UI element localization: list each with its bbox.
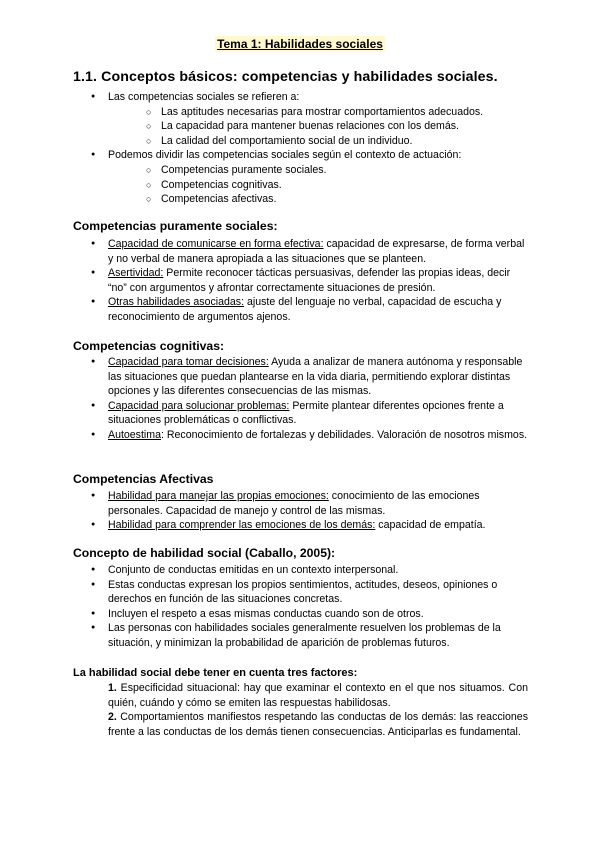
social-heading: Competencias puramente sociales: [73,219,278,233]
definition: : Reconocimiento de fortalezas y debilidades. Valoración de nosotros mismos. [161,428,528,441]
list-item [91,489,531,518]
sub-list [108,163,531,207]
term: Otras habilidades asociadas: [108,296,245,309]
definition: ajuste del lenguaje no verbal, capacidad de escucha y reconocimiento de argumentos ajenos. [108,296,502,323]
sub-list-item: ○ Competencias cognitivas. [146,178,531,193]
list-item [91,399,531,428]
list-item [91,148,531,206]
factor-text: Especificidad situacional: hay que examinar el contexto en el que nos situamos. Con quién, cuándo y cómo se emiten las respuestas habilidosas. [108,682,528,709]
list-item: ● Estas conductas expresan los propios sentimientos, actitudes, deseos, opiniones o derechos en función de las situaciones concretas. [91,578,531,607]
cognitive-heading: Competencias cognitivas: [73,339,225,353]
definition: Ayuda a analizar de manera autónoma y responsable las situaciones que puedan plantearse en la vida diaria, permitiendo explorar distintas opciones y las diferentes consecuencias de las mismas. [108,356,523,398]
factors-heading: La habilidad social debe tener en cuenta tres factores: [73,667,358,679]
factor-item [108,681,528,710]
term: Asertividad: [108,267,164,280]
factors-list [108,681,528,739]
sub-list-item: ○ Competencias puramente sociales. [146,163,531,178]
term: Autoestima [108,428,161,441]
list-item: ● Incluyen el respeto a esas mismas conductas cuando son de otros. [91,607,531,622]
factor-item [108,710,528,739]
document-title: Tema 1: Habilidades sociales [217,37,383,51]
affective-heading: Competencias Afectivas [73,472,214,486]
intro-list [91,90,531,207]
list-item [91,237,531,266]
definition: capacidad de expresarse, de forma verbal y no verbal de manera apropiada a las situaciones que se planteen. [108,238,525,265]
definition: Permite plantear diferentes opciones frente a situaciones problemáticas o conflictivas. [108,399,504,427]
list-item: ● Las personas con habilidades sociales generalmente resuelven los problemas de la situación, y minimizan la probabilidad de aparición de problemas futuros. [91,621,531,650]
concept-heading: Concepto de habilidad social (Caballo, 2005): [73,546,336,560]
definition: Permite reconocer tácticas persuasivas, defender las propias ideas, decir “no” con argumentos y afrontar correctamente situaciones de presión. [108,267,511,294]
list-item [91,518,531,533]
sub-list [108,105,531,149]
list-item [91,428,531,443]
definition: conocimiento de las emociones personales. Capacidad de manejo y control de las mismas. [108,490,480,517]
list-item: ● Conjunto de conductas emitidas en un contexto interpersonal. [91,563,531,578]
term: Habilidad para manejar las propias emociones: [108,490,329,502]
list-item [91,266,531,295]
section-heading: 1.1. Conceptos básicos: competencias y habilidades sociales. [73,69,498,85]
factor-number: 2. [108,711,117,724]
sub-list-item: ○ La calidad del comportamiento social de un individuo. [146,134,531,149]
term: Capacidad de comunicarse en forma efectiva: [108,238,324,250]
social-list [91,237,531,325]
list-item [91,295,531,324]
term: Habilidad para comprender las emociones de los demás: [108,519,376,532]
list-item [91,355,531,399]
intro-item-2: Podemos dividir las competencias sociales según el contexto de actuación: [108,149,462,162]
sub-list-item: ○ La capacidad para mantener buenas relaciones con los demás. [146,119,531,134]
document-title-wrap [0,37,600,53]
affective-list [91,489,531,533]
intro-item-1: Las competencias sociales se refieren a: [108,91,300,103]
term: Capacidad para tomar decisiones: [108,356,269,368]
list-item [91,90,531,148]
factor-text: Comportamientos manifiestos respetando las conductas de los demás: las reacciones frente a las conductas de los demás tienen consecuencias. Anticiparlas es fundamental. [108,711,528,738]
term: Capacidad para solucionar problemas: [108,399,290,412]
cognitive-list [91,355,531,443]
definition: capacidad de empatía. [375,519,486,532]
concept-list [91,563,531,651]
sub-list-item: ○ Las aptitudes necesarias para mostrar comportamientos adecuados. [146,105,531,120]
sub-list-item: ○ Competencias afectivas. [146,192,531,207]
factor-number: 1. [108,682,117,694]
